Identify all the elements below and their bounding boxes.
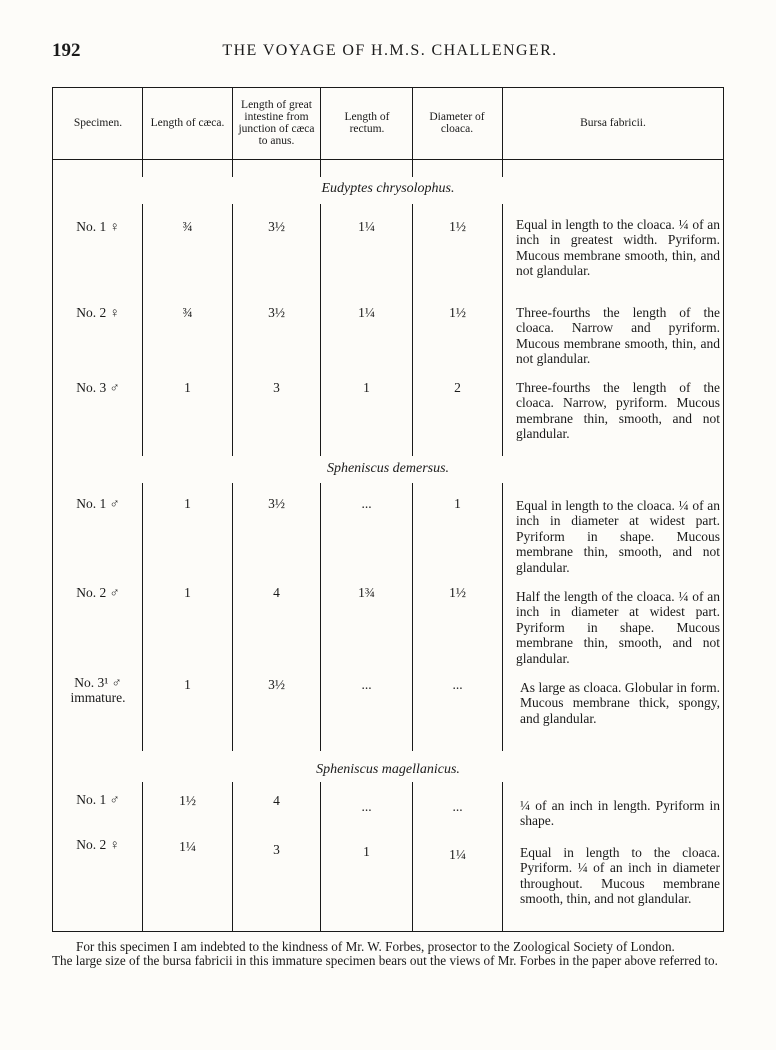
column-header-cloaca: Diameter of cloaca. [429,111,485,135]
specimen-cell: No. 3¹ ♂ [74,675,122,690]
intestine-cell: 4 [273,793,280,808]
intestine-cell: 3 [273,842,280,857]
rectum-cell: 1¼ [358,305,375,320]
col-divider [412,87,413,177]
bursa-cell: Equal in length to the cloaca. ¼ of an inch in diameter at widest part. Pyriform in shape. Mucous membrane thin, smooth, and not glandular. [516,498,720,575]
group-title: Spheniscus magellanicus. [316,762,460,777]
specimen-cell: No. 1 ♂ [76,792,120,807]
cloaca-cell: 1½ [449,219,466,234]
group-title: Eudyptes chrysolophus. [321,181,455,196]
caeca-cell: 1 [184,496,191,511]
col-divider [502,204,503,456]
caeca-cell: 1 [184,677,191,692]
rectum-cell: 1 [363,844,370,859]
intestine-cell: 3½ [268,496,285,511]
caeca-cell: 1 [184,585,191,600]
col-divider [320,483,321,751]
table-bottom-rule [52,931,724,932]
group-title: Spheniscus demersus. [326,461,450,476]
data-table [52,87,724,932]
column-header-rectum: Length of rectum. [344,111,390,135]
rectum-cell: ... [361,799,372,814]
specimen-cell: No. 2 ♀ [76,305,120,320]
intestine-cell: 3½ [268,219,285,234]
col-divider [412,204,413,456]
intestine-cell: 3½ [268,677,285,692]
col-divider [142,483,143,751]
rectum-cell: 1¾ [358,585,375,600]
rectum-cell: 1¼ [358,219,375,234]
bursa-cell: Half the length of the cloaca. ¼ of an inch in diameter at widest part. Pyriform in shape. Mucous membrane thin, smooth, and not glandular. [516,589,720,666]
specimen-cell: No. 1 ♂ [76,496,120,511]
column-header-caeca: Length of cæca. [150,117,225,129]
rectum-cell: ... [361,496,372,511]
cloaca-cell: ... [452,799,463,814]
bursa-cell: Three-fourths the length of the cloaca. Narrow, pyriform. Mucous membrane thin, smooth, and not glandular. [516,380,720,442]
column-header-specimen: Specimen. [73,117,123,129]
page-header [52,40,728,62]
col-divider [320,87,321,177]
footnote [52,940,728,967]
footnote-line: The large size of the bursa fabricii in this immature specimen bears out the views of Mr. Forbes in the paper above referred to. [52,952,718,968]
footnote-line: For this specimen I am indebted to the kindness of Mr. W. Forbes, prosector to the Zoological Society of London. [76,939,675,954]
column-header-intestine: Length of great intestine from junction of cæca to anus. [238,99,315,147]
col-divider [232,483,233,751]
col-divider [320,204,321,456]
col-divider [232,204,233,456]
bursa-cell: Equal in length to the cloaca. Pyriform. ¼ of an inch in diameter throughout. Mucous membrane smooth, thin, and not glandular. [520,845,720,907]
cloaca-cell: 1 [454,496,461,511]
caeca-cell: ¾ [182,219,193,234]
cloaca-cell: 1½ [449,305,466,320]
running-title: THE VOYAGE OF H.M.S. CHALLENGER. [222,42,558,59]
rectum-cell: ... [361,677,372,692]
bursa-cell: ¼ of an inch in length. Pyriform in shape. [520,798,720,829]
intestine-cell: 3 [273,380,280,395]
bursa-cell: Equal in length to the cloaca. ¼ of an inch in greatest width. Pyriform. Mucous membrane smooth, thin, and not glandular. [516,217,720,279]
bursa-cell: Three-fourths the length of the cloaca. Narrow and pyriform. Mucous membrane smooth, thin, and not glandular. [516,305,720,367]
table-right-border [723,87,724,932]
specimen-cell: No. 3 ♂ [76,380,120,395]
rectum-cell: 1 [363,380,370,395]
cloaca-cell: ... [452,677,463,692]
intestine-cell: 4 [273,585,280,600]
cloaca-cell: 1½ [449,585,466,600]
col-divider [502,483,503,751]
page-number: 192 [52,40,81,61]
specimen-cell: No. 2 ♀ [76,837,120,852]
cloaca-cell: 1¼ [449,847,466,862]
specimen-cell: No. 1 ♀ [76,219,120,234]
table-left-border [52,87,53,932]
specimen-cell: No. 2 ♂ [76,585,120,600]
header-bottom-rule [52,159,724,160]
col-divider [412,483,413,751]
caeca-cell: 1½ [179,793,196,808]
col-divider [142,204,143,456]
bursa-cell: As large as cloaca. Globular in form. Mucous membrane thick, spongy, and glandular. [520,680,720,726]
caeca-cell: ¾ [182,305,193,320]
intestine-cell: 3½ [268,305,285,320]
caeca-cell: 1¼ [179,839,196,854]
col-divider [502,782,503,932]
column-header-bursa: Bursa fabricii. [580,117,646,129]
specimen-note: immature. [70,690,126,705]
caeca-cell: 1 [184,380,191,395]
cloaca-cell: 2 [454,380,461,395]
